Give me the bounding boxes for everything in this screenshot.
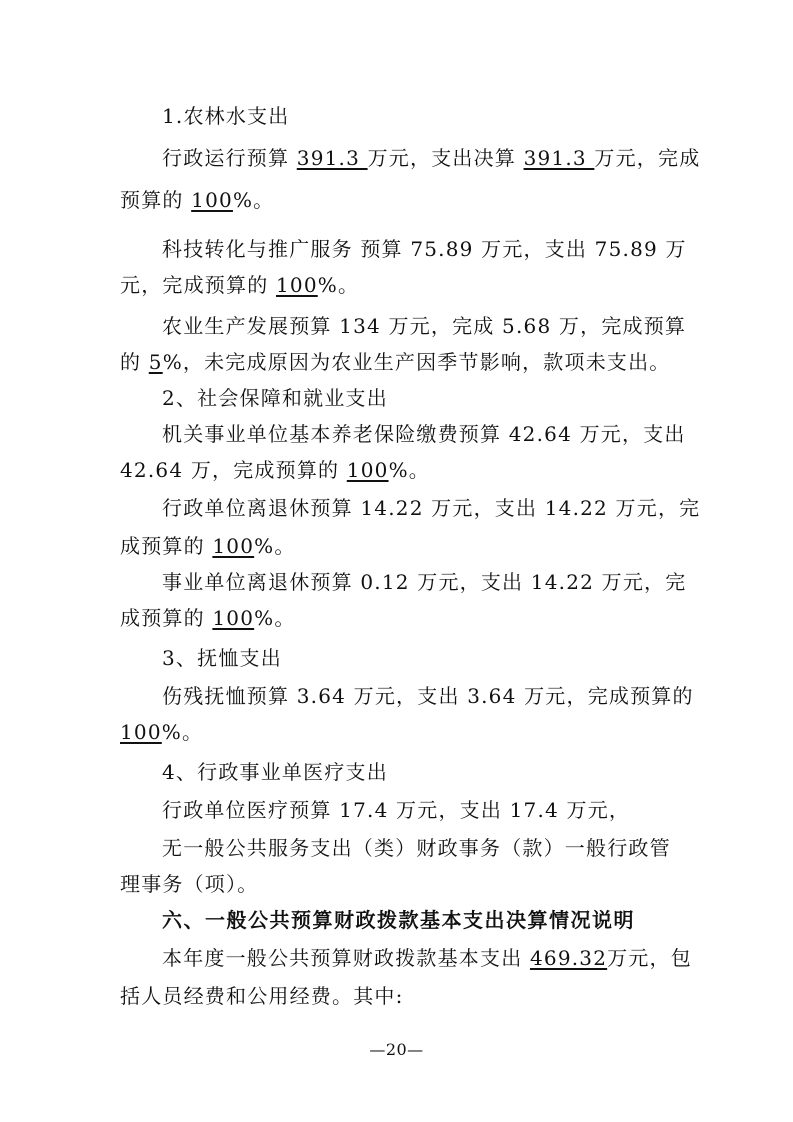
- paragraph-line: [120, 456, 430, 484]
- paragraph-line: [162, 144, 700, 172]
- text: 科技转化与推广服务 预算 75.89 万元，支出 75.89 万: [162, 237, 687, 261]
- text: 42.64 万，完成预算的: [120, 458, 347, 482]
- text: %。: [254, 606, 296, 630]
- text: %。: [161, 720, 204, 744]
- text: 预算的: [120, 188, 192, 212]
- underlined-value: 100: [212, 606, 255, 630]
- underlined-value: 391.3: [523, 146, 595, 170]
- paragraph-line: [120, 271, 359, 299]
- text: 理事务（项）。: [120, 872, 259, 896]
- text: 成预算的: [120, 534, 213, 558]
- paragraph-line: [162, 834, 671, 862]
- paragraph-line: [120, 870, 258, 898]
- paragraph-line: [162, 420, 686, 448]
- section-title-medical: [162, 758, 388, 786]
- paragraph-line: [120, 348, 671, 376]
- text: 行政单位医疗预算 17.4 万元，支出 17.4 万元，: [162, 798, 631, 822]
- text: 本年度一般公共预算财政拨款基本支出: [162, 946, 530, 970]
- text: 万元，支出决算: [367, 146, 524, 170]
- text: 万元，完成: [594, 146, 701, 170]
- text: %。: [254, 534, 296, 558]
- underlined-value: 100: [275, 273, 318, 297]
- section-title-pension: [162, 644, 282, 672]
- paragraph-line: [162, 944, 692, 972]
- underlined-value: 5: [148, 350, 163, 374]
- text: 成预算的: [120, 606, 213, 630]
- page-number: —20—: [369, 1040, 424, 1059]
- text: 行政运行预算: [162, 146, 297, 170]
- text: 4、行政事业单医疗支出: [162, 760, 388, 784]
- underlined-value: 100: [212, 534, 255, 558]
- paragraph-line: [120, 604, 296, 632]
- paragraph-line: [120, 718, 203, 746]
- text: 3、抚恤支出: [162, 646, 282, 670]
- section-title-social-security: [162, 384, 388, 412]
- paragraph-line: [162, 494, 700, 522]
- text: 括人员经费和公用经费。其中:: [120, 984, 404, 1008]
- text: 1.农林水支出: [162, 104, 290, 128]
- text: 机关事业单位基本养老保险缴费预算 42.64 万元，支出: [162, 422, 686, 446]
- paragraph-line: [120, 532, 296, 560]
- text: %。: [388, 458, 430, 482]
- text: 的: [120, 350, 149, 374]
- text: 2、社会保障和就业支出: [162, 386, 388, 410]
- paragraph-line: [162, 568, 686, 596]
- underlined-value: 100: [191, 188, 233, 212]
- underlined-value: 391.3: [296, 146, 368, 170]
- section-title-agriculture: [162, 102, 289, 130]
- text: 农业生产发展预算 134 万元，完成 5.68 万，完成预算: [162, 314, 687, 338]
- paragraph-line: [120, 982, 404, 1010]
- text: 行政单位离退休预算 14.22 万元，支出 14.22 万元，完: [162, 496, 701, 520]
- underlined-value: 469.32: [529, 946, 608, 970]
- paragraph-line: [162, 312, 686, 340]
- underlined-value: 100: [346, 458, 389, 482]
- paragraph-line: [120, 186, 274, 214]
- text: 元，完成预算的: [120, 273, 276, 297]
- underlined-value: 100: [120, 720, 162, 744]
- section-heading-six: [162, 906, 635, 934]
- text: 伤残抚恤预算 3.64 万元，支出 3.64 万元，完成预算的: [162, 684, 694, 708]
- paragraph-line: [162, 235, 687, 263]
- text: %。: [232, 188, 275, 212]
- text: 事业单位离退休预算 0.12 万元，支出 14.22 万元，完: [162, 570, 687, 594]
- paragraph-line: [162, 682, 694, 710]
- text: 六、一般公共预算财政拨款基本支出决算情况说明: [162, 908, 635, 932]
- text: %，未完成原因为农业生产因季节影响，款项未支出。: [162, 350, 671, 374]
- paragraph-line: [162, 796, 630, 824]
- text: 无一般公共服务支出（类）财政事务（款）一般行政管: [162, 836, 671, 860]
- text: 万元，包: [607, 946, 692, 970]
- text: %。: [317, 273, 360, 297]
